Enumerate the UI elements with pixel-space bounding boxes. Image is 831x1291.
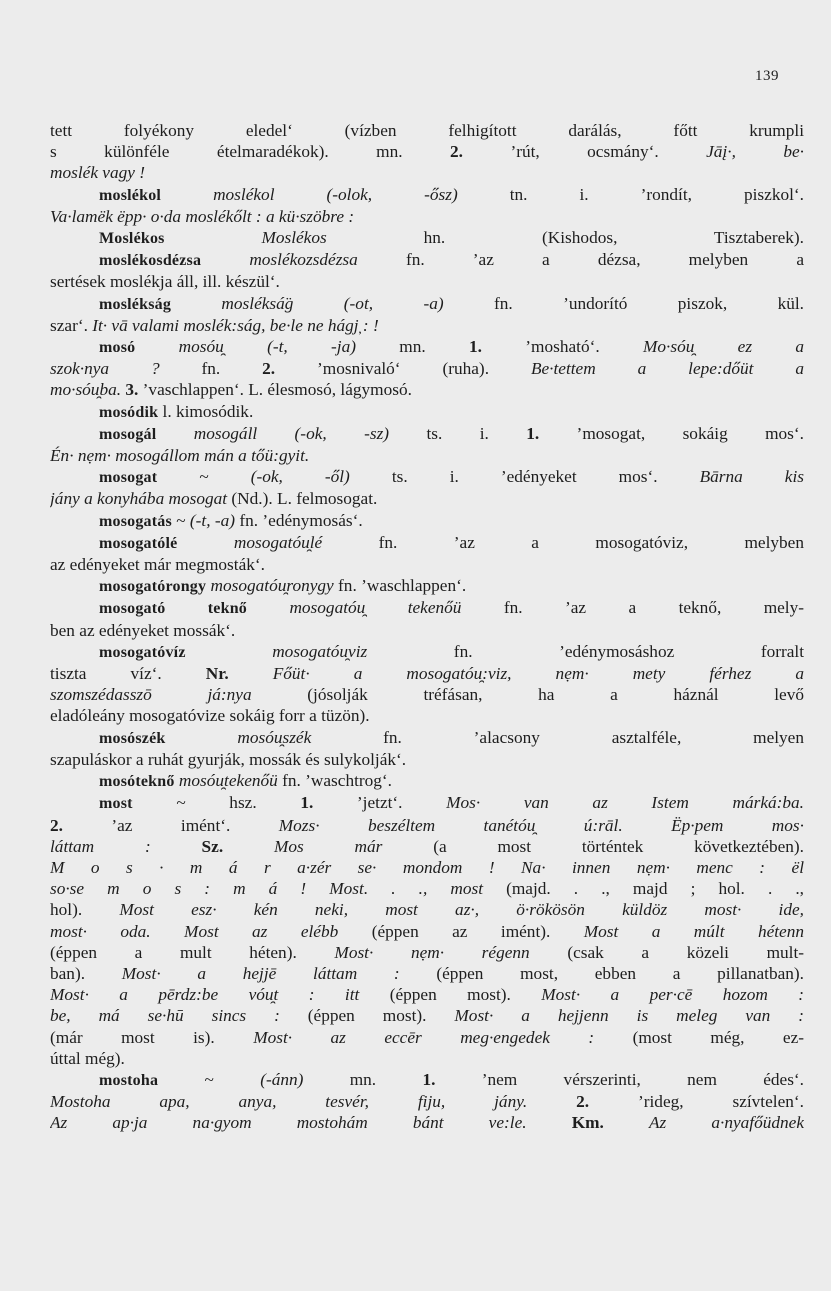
definition-text: ~ [158,1069,261,1089]
definition-text: az edényeket már megmosták‘. [50,555,265,575]
example-text: Be·tettem a lepe:dőüt a [530,359,804,379]
definition-text: fn. [159,359,263,379]
text-line [50,727,804,749]
example-text: mosogatóu̯lé [233,532,323,552]
definition-text: fn. ’waschtrog‘. [277,771,393,791]
text-line [50,575,804,597]
example-text: Mo·sóu̯ ez a [642,337,804,357]
example-text: mosogatóu̯ tekenőü [289,598,462,618]
sense-marker: Km. [571,1113,604,1133]
example-text: Va·lamëk ëpp· o·da moslékőlt : a kü·szöbre : [50,206,355,226]
sense-marker: 3. [125,380,139,400]
sense-marker: 2. [262,359,276,379]
example-text: Az ap·ja na·gyom mostohám bánt ve:le. [50,1113,527,1133]
definition-text [156,424,193,443]
text-line [50,401,804,423]
definition-text: ~ hsz. [132,793,301,813]
definition-text: (éppen most, ebben a pillanatban). [399,963,804,983]
text-line [50,445,804,466]
definition-text: fn. ’alacsony asztalféle, melyen [311,727,804,747]
headword: mosószék [99,729,166,747]
headword: most [99,795,133,813]
definition-text: ’rút, ocsmány‘. [462,142,707,162]
example-text: Most esz· kén neki, most az·, ö·rökösön küldöz most· ide, [119,900,804,920]
definition-text: (Nd.). L. felmosogat. [227,489,378,509]
text-line [50,271,804,292]
text-line [50,1048,804,1069]
headword: mosogatólé [99,534,178,552]
text-line [50,423,804,445]
sense-marker: Sz. [201,836,224,856]
headword: moslékol [99,186,162,204]
definition-text: szapuláskor a ruhát gyurják, mossák és sulykolják‘. [50,749,407,769]
definition-text [135,337,178,356]
definition-text [161,185,213,204]
definition-text: ben az edényeket mossák‘. [50,620,236,640]
text-line [50,1112,804,1133]
definition-text: l. kimosódik. [158,401,254,421]
text-line [50,336,804,358]
text-line [50,227,804,249]
sense-marker: 2. [50,815,63,835]
headword: mosogatóvíz [99,643,186,661]
definition-text: úttal még). [50,1048,125,1068]
text-line [50,488,804,509]
definition-text: tiszta víz‘. [50,664,206,684]
example-text: mosogáll (-ok, -sz) [193,423,390,443]
text-line [50,836,804,857]
text-line [50,293,804,315]
text-line [50,641,804,663]
definition-text: fn. ’waschlappen‘. [333,576,467,596]
definition-text: fn. ’az a mosogatóviz, melyben [322,532,804,552]
example-text: Mozs· beszéltem tanétóu̯ ú:rāl. Ëp·pem mos· [278,815,804,835]
definition-text: ts. i. ’edényeket mos‘. [349,467,700,487]
definition-text [165,228,262,247]
example-text: mosléksá̈g (-ot, -a) [221,293,444,313]
definition-text: (éppen az imént). [338,921,584,941]
text-line [50,705,804,726]
text-line [50,379,804,400]
definition-text: (a most történtek következtében). [382,836,804,856]
example-text: láttam : [50,836,151,856]
definition-text [229,664,273,683]
definition-text: hn. (Kishodos, Tisztaberek). [326,228,804,248]
text-line [50,532,804,554]
definition-text: mn. [356,337,470,357]
text-line [50,597,804,619]
text-line [50,1027,804,1048]
definition-text [177,533,233,552]
example-text: Most· a pērdz:be vóu̯t : itt [50,985,360,1005]
definition-text: ’mosható‘. [481,337,643,357]
example-text: szok·nya ? [50,359,160,379]
definition-text: (éppen a mult héten). [50,942,335,962]
definition-text: ’mosogat, sokáig mos‘. [539,423,804,443]
text-line [50,554,804,575]
sense-marker: 2. [576,1092,590,1112]
headword: mosogál [99,425,157,443]
example-text: M o s · m á r a·zér se· mondom ! Na· innen nẹm· menc : ël [50,857,804,877]
headword: mostoha [99,1071,159,1089]
example-text: Most· a hejjē láttam : [121,963,400,983]
headword: mosogatás [99,512,172,530]
example-text: moslékol (-olok, -ősz) [213,184,458,204]
example-text: be, má se·hū sincs : [50,1006,280,1026]
text-line [50,249,804,271]
example-text: (-ok, -ől) [250,467,350,487]
headword: mosóteknő [99,773,175,791]
definition-text: fn. ’edénymosás‘. [235,510,363,530]
definition-text: mn. [303,1069,423,1089]
definition-text: ~ [157,467,251,487]
definition-text: fn. ’az a teknő, mely- [461,598,804,618]
example-text: mosóu̯szék [237,727,312,747]
text-line [50,184,804,206]
definition-text: ts. i. [389,423,527,443]
definition-text [186,642,273,661]
definition-text [165,728,237,747]
text-line [50,358,804,379]
text-line [50,984,804,1005]
example-text: Most· a per·cē hozom : [541,985,804,1005]
text-line [50,663,804,684]
headword: mosó [99,339,136,357]
text-line [50,466,804,488]
definition-text [527,1092,576,1111]
example-text: Most a múlt hétenn [583,921,804,941]
definition-text: ’rideg, szívtelen‘. [589,1092,804,1112]
definition-text [223,837,274,856]
text-line [50,792,804,814]
example-text: It· vā valami moslék:ság, be·le ne hágj̦ : ! [92,315,379,335]
sense-marker: 2. [450,142,463,162]
example-text: Bārna kis [699,467,804,487]
definition-text [306,879,329,898]
dictionary-text [50,120,804,1134]
text-line [50,1005,804,1026]
text-line [50,120,804,141]
example-text: mosóu̯ (-t, -ja) [178,337,356,357]
definition-text: (most még, ez- [594,1027,804,1047]
example-text: Mos· van az Istem márká:ba. [446,793,804,813]
definition-text: ban). [50,963,122,983]
example-text: Én· nẹm· mosogállom mán a tőü:gyit. [50,446,310,466]
definition-text: (majd. . ., majd ; hol. . ., [483,879,804,899]
example-text: Jāį·, be· [706,142,804,162]
text-line [50,141,804,162]
definition-text [171,294,221,313]
definition-text: (éppen most). [359,985,542,1005]
example-text: Most· a hejjenn is meleg van : [454,1006,804,1026]
example-text: Főüt· a mosogatóu̯:viz, nẹm· mety férhez a [272,664,804,684]
example-text: so·se m o s : m á ! [50,879,307,899]
example-text: Most· nẹm· régenn [334,942,530,962]
example-text: (-t, -a) [189,510,236,530]
example-text: Most· az eccēr meg·engedek : [253,1027,595,1047]
definition-text: sertések moslékja áll, ill. készül‘. [50,272,280,292]
definition-text [201,250,249,269]
example-text: mo·sóu̯ba. [50,380,122,400]
definition-text: eladóleány mosogatóvize sokáig forr a tüzön). [50,706,370,726]
example-text: mosóu̯tekenőü [178,771,278,791]
definition-text: ’vaschlappen‘. L. élesmosó, lágymosó. [138,380,412,400]
headword: moslékosdézsa [99,252,202,270]
text-line [50,942,804,963]
example-text: (-ánn) [260,1069,304,1089]
text-line [50,162,804,183]
page-number: 139 [755,68,779,84]
sense-marker: 1. [526,423,540,443]
definition-text: ’nem vérszerinti, nem édes‘. [435,1069,804,1089]
text-line [50,815,804,836]
example-text: Most. . ., most [329,879,483,899]
headword: mosogatórongy [99,578,207,596]
example-text: Moslékos [261,228,327,248]
definition-text: tn. i. ’rondít, piszkol‘. [457,184,804,204]
text-line [50,878,804,899]
text-line [50,684,804,705]
definition-text: (jósolják tréfásan, ha a háznál levő [251,685,804,705]
definition-text [527,1113,572,1132]
headword: mosódik [99,403,159,421]
sense-marker: 1. [469,337,482,357]
headword: moslékság [99,295,172,313]
definition-text: ~ [171,510,190,530]
definition-text: ’jetzt‘. [313,793,447,813]
headword: Moslékos [99,230,165,248]
definition-text: tett folyékony eledel‘ (vízben felhigított darálás, főtt krumpli [50,121,804,140]
text-line [50,899,804,920]
text-line [50,749,804,770]
example-text: Mostoha apa, anya, tesvér, fiju, jány. [50,1092,528,1112]
definition-text: (csak a közeli mult- [529,942,804,962]
headword: mosogat [99,469,158,487]
text-line [50,206,804,227]
definition-text: s különféle ételmaradékok). mn. [50,142,451,162]
definition-text: ’az imént‘. [62,815,279,835]
text-line [50,857,804,878]
example-text: moslék vagy ! [50,163,146,183]
sense-marker: 1. [300,793,314,813]
headword: mosogató teknő [99,600,248,618]
example-text: jány a konyhába mosogat [50,489,228,509]
text-line [50,1069,804,1091]
text-line [50,770,804,792]
text-line [50,921,804,942]
definition-text: hol). [50,900,120,920]
text-line [50,963,804,984]
example-text: most· oda. Most az elébb [50,921,339,941]
sense-marker: 1. [422,1069,436,1089]
definition-text: szar‘. [50,315,93,335]
example-text: mosogatóu̯ronygy [210,576,334,596]
definition-text [604,1113,649,1132]
definition-text: (éppen most). [279,1006,455,1026]
definition-text [247,598,289,617]
text-line [50,1091,804,1112]
definition-text: ’mosnivaló‘ (ruha). [275,359,531,379]
sense-marker: Nr. [205,664,229,684]
definition-text: fn. ’undorító piszok, kül. [443,293,804,313]
example-text: Mos már [273,836,383,856]
definition-text [151,837,202,856]
text-line [50,315,804,336]
example-text: szomszédasszō já:nya [50,685,252,705]
definition-text: fn. ’edénymosáshoz forralt [367,641,804,661]
example-text: moslékozsdézsa [249,250,358,270]
text-line [50,510,804,532]
example-text: mosogatóu̯viz [272,641,368,661]
definition-text: fn. ’az a dézsa, melyben a [357,250,804,270]
definition-text: (már most is). [50,1027,254,1047]
example-text: Az a·nyafőüdnek [649,1113,804,1133]
text-line [50,620,804,641]
